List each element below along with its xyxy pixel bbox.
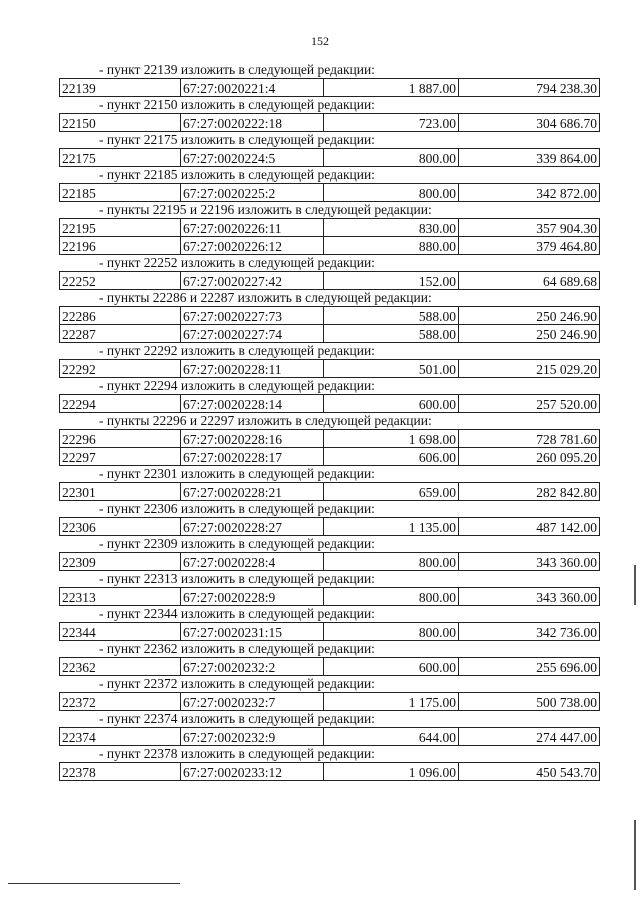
area-cell: 723.00 bbox=[324, 114, 459, 131]
cadastral-value-cell: 450 543.70 bbox=[536, 765, 597, 780]
item-number-cell: 22175 bbox=[60, 149, 181, 166]
cadastral-value-cell: 250 246.90 bbox=[536, 309, 597, 324]
item-number-cell: 22150 bbox=[60, 114, 181, 131]
cadastral-number-cell: 67:27:0020224:5 bbox=[181, 149, 324, 166]
table-row bbox=[59, 552, 600, 571]
amendment-note: - пункт 22306 изложить в следующей редакции: bbox=[99, 501, 375, 516]
area-cell: 588.00 bbox=[324, 325, 459, 342]
cadastral-value-cell: 255 696.00 bbox=[536, 660, 597, 675]
item-number-cell: 22378 bbox=[60, 763, 181, 780]
area-cell: 800.00 bbox=[324, 623, 459, 640]
area-cell: 644.00 bbox=[324, 728, 459, 745]
area-cell: 152.00 bbox=[324, 272, 459, 289]
cadastral-value-cell: 339 864.00 bbox=[536, 151, 597, 166]
cadastral-number-cell: 67:27:0020231:15 bbox=[181, 623, 324, 640]
cadastral-number-cell: 67:27:0020228:16 bbox=[181, 430, 324, 447]
footnote-separator bbox=[8, 883, 180, 884]
area-cell: 880.00 bbox=[324, 237, 459, 254]
table-row bbox=[59, 587, 600, 606]
amendment-section bbox=[59, 202, 600, 255]
table-row bbox=[59, 657, 600, 676]
table-row bbox=[59, 78, 600, 97]
amendments-list bbox=[59, 62, 600, 781]
table-row bbox=[59, 429, 600, 448]
amendment-note: - пункт 22309 изложить в следующей редакции: bbox=[99, 536, 375, 551]
area-cell: 1 887.00 bbox=[324, 79, 459, 96]
cadastral-value-cell: 728 781.60 bbox=[536, 432, 597, 447]
cadastral-number-cell: 67:27:0020227:73 bbox=[181, 307, 324, 324]
area-cell: 1 698.00 bbox=[324, 430, 459, 447]
item-number-cell: 22286 bbox=[60, 307, 181, 324]
amendment-section bbox=[59, 501, 600, 536]
amendment-note: - пункт 22372 изложить в следующей редакции: bbox=[99, 676, 375, 691]
amendment-section bbox=[59, 746, 600, 781]
amendment-note: - пункт 22313 изложить в следующей редакции: bbox=[99, 571, 375, 586]
amendment-note: - пункт 22252 изложить в следующей редакции: bbox=[99, 255, 375, 270]
cadastral-value-cell: 379 464.80 bbox=[536, 239, 597, 254]
amendment-section bbox=[59, 711, 600, 746]
area-cell: 606.00 bbox=[324, 448, 459, 465]
amendment-note: - пункты 22195 и 22196 изложить в следующей редакции: bbox=[99, 202, 432, 217]
area-cell: 800.00 bbox=[324, 149, 459, 166]
table-row bbox=[59, 482, 600, 501]
item-number-cell: 22196 bbox=[60, 237, 181, 254]
cadastral-number-cell: 67:27:0020228:11 bbox=[181, 360, 324, 377]
table-row bbox=[59, 447, 600, 466]
amendment-note: - пункт 22378 изложить в следующей редакции: bbox=[99, 746, 375, 761]
cadastral-number-cell: 67:27:0020222:18 bbox=[181, 114, 324, 131]
area-cell: 1 096.00 bbox=[324, 763, 459, 780]
area-cell: 588.00 bbox=[324, 307, 459, 324]
item-number-cell: 22374 bbox=[60, 728, 181, 745]
amendment-note: - пункт 22175 изложить в следующей редакции: bbox=[99, 132, 375, 147]
amendment-section bbox=[59, 62, 600, 97]
amendment-section bbox=[59, 466, 600, 501]
area-cell: 659.00 bbox=[324, 483, 459, 500]
item-number-cell: 22306 bbox=[60, 518, 181, 535]
area-cell: 1 175.00 bbox=[324, 693, 459, 710]
scan-edge-mark bbox=[634, 820, 636, 890]
item-number-cell: 22294 bbox=[60, 395, 181, 412]
cadastral-number-cell: 67:27:0020221:4 bbox=[181, 79, 324, 96]
table-row bbox=[59, 324, 600, 343]
cadastral-value-cell: 500 738.00 bbox=[536, 695, 597, 710]
area-cell: 800.00 bbox=[324, 184, 459, 201]
table-row bbox=[59, 236, 600, 255]
amendment-section bbox=[59, 378, 600, 413]
amendment-section bbox=[59, 167, 600, 202]
item-number-cell: 22287 bbox=[60, 325, 181, 342]
amendment-section bbox=[59, 343, 600, 378]
amendment-section bbox=[59, 676, 600, 711]
cadastral-value-cell: 304 686.70 bbox=[536, 116, 597, 131]
cadastral-value-cell: 342 872.00 bbox=[536, 186, 597, 201]
item-number-cell: 22301 bbox=[60, 483, 181, 500]
cadastral-number-cell: 67:27:0020232:9 bbox=[181, 728, 324, 745]
table-row bbox=[59, 622, 600, 641]
item-number-cell: 22252 bbox=[60, 272, 181, 289]
cadastral-value-cell: 342 736.00 bbox=[536, 625, 597, 640]
cadastral-number-cell: 67:27:0020228:17 bbox=[181, 448, 324, 465]
item-number-cell: 22313 bbox=[60, 588, 181, 605]
area-cell: 501.00 bbox=[324, 360, 459, 377]
cadastral-value-cell: 487 142.00 bbox=[536, 520, 597, 535]
amendment-note: - пункт 22344 изложить в следующей редакции: bbox=[99, 606, 375, 621]
amendment-section bbox=[59, 606, 600, 641]
amendment-section bbox=[59, 255, 600, 290]
amendment-note: - пункт 22294 изложить в следующей редакции: bbox=[99, 378, 375, 393]
amendment-section bbox=[59, 641, 600, 676]
area-cell: 800.00 bbox=[324, 588, 459, 605]
table-row bbox=[59, 218, 600, 237]
table-row bbox=[59, 359, 600, 378]
area-cell: 600.00 bbox=[324, 395, 459, 412]
table-row bbox=[59, 762, 600, 781]
amendment-section bbox=[59, 290, 600, 343]
cadastral-value-cell: 282 842.80 bbox=[536, 485, 597, 500]
item-number-cell: 22309 bbox=[60, 553, 181, 570]
area-cell: 600.00 bbox=[324, 658, 459, 675]
cadastral-number-cell: 67:27:0020228:27 bbox=[181, 518, 324, 535]
table-row bbox=[59, 183, 600, 202]
cadastral-number-cell: 67:27:0020228:14 bbox=[181, 395, 324, 412]
amendment-section bbox=[59, 571, 600, 606]
item-number-cell: 22195 bbox=[60, 219, 181, 236]
table-row bbox=[59, 306, 600, 325]
table-row bbox=[59, 113, 600, 132]
cadastral-value-cell: 260 095.20 bbox=[536, 450, 597, 465]
page-number: 152 bbox=[311, 34, 329, 48]
table-row bbox=[59, 394, 600, 413]
amendment-note: - пункт 22139 изложить в следующей редакции: bbox=[99, 62, 375, 77]
cadastral-number-cell: 67:27:0020228:4 bbox=[181, 553, 324, 570]
table-row bbox=[59, 692, 600, 711]
table-row bbox=[59, 517, 600, 536]
cadastral-value-cell: 357 904.30 bbox=[536, 221, 597, 236]
item-number-cell: 22292 bbox=[60, 360, 181, 377]
cadastral-value-cell: 250 246.90 bbox=[536, 327, 597, 342]
amendment-section bbox=[59, 413, 600, 466]
cadastral-number-cell: 67:27:0020228:9 bbox=[181, 588, 324, 605]
amendment-section bbox=[59, 97, 600, 132]
amendment-note: - пункты 22296 и 22297 изложить в следующей редакции: bbox=[99, 413, 432, 428]
amendment-note: - пункт 22301 изложить в следующей редакции: bbox=[99, 466, 375, 481]
table-row bbox=[59, 271, 600, 290]
cadastral-value-cell: 64 689.68 bbox=[543, 274, 597, 289]
cadastral-value-cell: 215 029.20 bbox=[536, 362, 597, 377]
amendment-section bbox=[59, 132, 600, 167]
cadastral-number-cell: 67:27:0020226:12 bbox=[181, 237, 324, 254]
amendment-note: - пункт 22185 изложить в следующей редакции: bbox=[99, 167, 375, 182]
cadastral-number-cell: 67:27:0020228:21 bbox=[181, 483, 324, 500]
scan-edge-mark bbox=[634, 565, 636, 605]
item-number-cell: 22344 bbox=[60, 623, 181, 640]
area-cell: 1 135.00 bbox=[324, 518, 459, 535]
cadastral-value-cell: 274 447.00 bbox=[536, 730, 597, 745]
amendment-note: - пункт 22374 изложить в следующей редакции: bbox=[99, 711, 375, 726]
amendment-note: - пункт 22362 изложить в следующей редакции: bbox=[99, 641, 375, 656]
cadastral-value-cell: 794 238.30 bbox=[536, 81, 597, 96]
cadastral-value-cell: 343 360.00 bbox=[536, 555, 597, 570]
cadastral-value-cell: 257 520.00 bbox=[536, 397, 597, 412]
table-row bbox=[59, 727, 600, 746]
table-row bbox=[59, 148, 600, 167]
item-number-cell: 22296 bbox=[60, 430, 181, 447]
item-number-cell: 22297 bbox=[60, 448, 181, 465]
cadastral-number-cell: 67:27:0020226:11 bbox=[181, 219, 324, 236]
cadastral-number-cell: 67:27:0020233:12 bbox=[181, 763, 324, 780]
cadastral-number-cell: 67:27:0020232:2 bbox=[181, 658, 324, 675]
area-cell: 830.00 bbox=[324, 219, 459, 236]
item-number-cell: 22139 bbox=[60, 79, 181, 96]
cadastral-number-cell: 67:27:0020232:7 bbox=[181, 693, 324, 710]
item-number-cell: 22372 bbox=[60, 693, 181, 710]
amendment-note: - пункт 22292 изложить в следующей редакции: bbox=[99, 343, 375, 358]
item-number-cell: 22362 bbox=[60, 658, 181, 675]
cadastral-number-cell: 67:27:0020227:74 bbox=[181, 325, 324, 342]
cadastral-value-cell: 343 360.00 bbox=[536, 590, 597, 605]
amendment-section bbox=[59, 536, 600, 571]
cadastral-number-cell: 67:27:0020227:42 bbox=[181, 272, 324, 289]
amendment-note: - пункты 22286 и 22287 изложить в следующей редакции: bbox=[99, 290, 432, 305]
amendment-note: - пункт 22150 изложить в следующей редакции: bbox=[99, 97, 375, 112]
cadastral-number-cell: 67:27:0020225:2 bbox=[181, 184, 324, 201]
area-cell: 800.00 bbox=[324, 553, 459, 570]
item-number-cell: 22185 bbox=[60, 184, 181, 201]
